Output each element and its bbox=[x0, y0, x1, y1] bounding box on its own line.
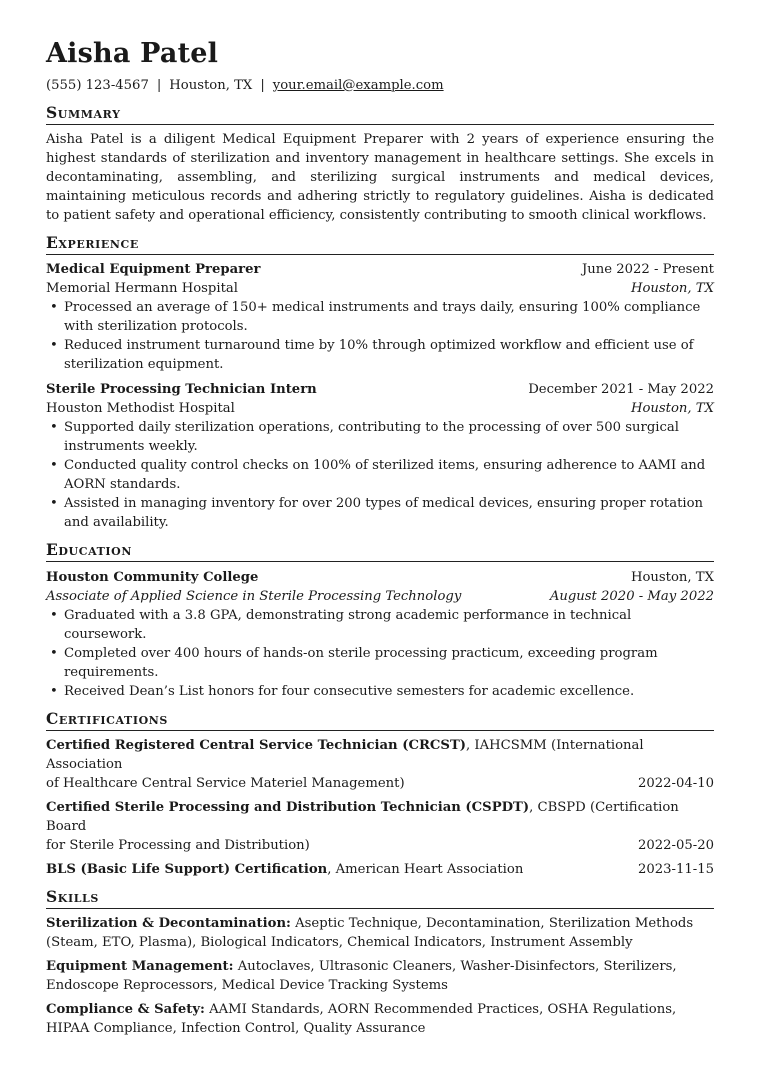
bullet-item: • Supported daily sterilization operations, contributing to the processing of over 500 surgical instruments weekly. bbox=[64, 418, 714, 456]
skill-group bbox=[46, 957, 714, 995]
education-dates: August 2020 - May 2022 bbox=[549, 589, 714, 604]
bullet-item: • Graduated with a 3.8 GPA, demonstrating strong academic performance in technical coursework. bbox=[64, 606, 714, 644]
bullet-item: • Received Dean’s List honors for four consecutive semesters for academic excellence. bbox=[64, 682, 714, 701]
skill-items: Autoclaves, Ultrasonic Cleaners, Washer-Disinfectors, Sterilizers, Endoscope Reprocessors, Medical Device Tracking Systems bbox=[46, 959, 677, 993]
job-title: Sterile Processing Technician Intern bbox=[46, 382, 317, 397]
phone-number: (555) 123-4567 bbox=[46, 78, 149, 93]
section-heading-education: Education bbox=[46, 540, 714, 562]
certification-issuer-cont: for Sterile Processing and Distribution) bbox=[46, 838, 310, 853]
experience-list bbox=[46, 260, 714, 532]
contact-separator: | bbox=[156, 78, 162, 93]
job-location: Houston, TX bbox=[630, 281, 714, 296]
job-bullets bbox=[46, 418, 714, 532]
skill-category: Compliance & Safety: bbox=[46, 1002, 205, 1017]
certification-name: Certified Sterile Processing and Distribution Technician (CSPDT) bbox=[46, 800, 530, 815]
skill-category: Sterilization & Decontamination: bbox=[46, 916, 291, 931]
bullet-item: • Conducted quality control checks on 100% of sterilized items, ensuring adherence to AAMI and AORN standards. bbox=[64, 456, 714, 494]
location: Houston, TX bbox=[169, 78, 253, 93]
candidate-name: Aisha Patel bbox=[46, 38, 219, 69]
education-bullets bbox=[46, 606, 714, 701]
skill-group bbox=[46, 914, 714, 952]
experience-entry bbox=[46, 380, 714, 532]
certification-item bbox=[46, 736, 714, 793]
employer: Houston Methodist Hospital bbox=[46, 401, 235, 416]
contact-line bbox=[46, 77, 714, 95]
certification-item bbox=[46, 860, 714, 879]
skill-items: AAMI Standards, AORN Recommended Practices, OSHA Regulations, HIPAA Compliance, Infection Control, Quality Assurance bbox=[46, 1002, 677, 1036]
school-location: Houston, TX bbox=[630, 570, 714, 585]
degree: Associate of Applied Science in Sterile Processing Technology bbox=[46, 589, 462, 604]
certification-date: 2022-04-10 bbox=[637, 776, 714, 791]
section-heading-summary: Summary bbox=[46, 103, 714, 125]
job-location: Houston, TX bbox=[630, 401, 714, 416]
section-heading-experience: Experience bbox=[46, 233, 714, 255]
certification-issuer: , CBSPD (Certification Board bbox=[46, 800, 679, 834]
resume-page bbox=[46, 38, 714, 1038]
skill-items: Aseptic Technique, Decontamination, Sterilization Methods (Steam, ETO, Plasma), Biological Indicators, Chemical Indicators, Instrument Assembly bbox=[46, 916, 694, 950]
summary-paragraph: Aisha Patel is a diligent Medical Equipment Preparer with 2 years of experience ensuring the highest standards of sterilization and inventory management in healthcare settings. She excels in decontaminating, assembling, and sterilizing surgical instruments and medical devices, maintaining meticulous records and adhering strictly to regulatory guidelines. Aisha is dedicated to patient safety and operational efficiency, consistently contributing to smooth clinical workflows. bbox=[46, 132, 714, 223]
experience-entry bbox=[46, 260, 714, 374]
bullet-item: • Assisted in managing inventory for over 200 types of medical devices, ensuring proper rotation and availability. bbox=[64, 494, 714, 532]
certification-item bbox=[46, 798, 714, 855]
school-name: Houston Community College bbox=[46, 570, 259, 585]
skills-list bbox=[46, 914, 714, 1038]
certification-name: BLS (Basic Life Support) Certification bbox=[46, 862, 328, 877]
contact-separator: | bbox=[260, 78, 265, 93]
education-entry bbox=[46, 568, 714, 701]
section-heading-skills: Skills bbox=[46, 887, 714, 909]
certification-issuer-cont: of Healthcare Central Service Materiel Management) bbox=[46, 776, 405, 791]
certification-name: Certified Registered Central Service Technician (CRCST) bbox=[46, 738, 467, 753]
bullet-item: • Processed an average of 150+ medical instruments and trays daily, ensuring 100% compliance with sterilization protocols. bbox=[64, 298, 714, 336]
job-dates: December 2021 - May 2022 bbox=[528, 382, 714, 397]
certification-issuer: , American Heart Association bbox=[327, 862, 524, 877]
certification-list bbox=[46, 736, 714, 879]
certification-date: 2023-11-15 bbox=[637, 862, 714, 877]
email-link[interactable]: your.email@example.com bbox=[272, 78, 444, 93]
job-title: Medical Equipment Preparer bbox=[46, 262, 261, 277]
bullet-item: • Reduced instrument turnaround time by 10% through optimized workflow and efficient use of sterilization equipment. bbox=[64, 336, 714, 374]
employer: Memorial Hermann Hospital bbox=[46, 281, 238, 296]
bullet-item: • Completed over 400 hours of hands-on sterile processing practicum, exceeding program requirements. bbox=[64, 644, 714, 682]
section-heading-certifications: Certifications bbox=[46, 709, 714, 731]
job-bullets bbox=[46, 298, 714, 374]
certification-date: 2022-05-20 bbox=[637, 838, 714, 853]
skill-category: Equipment Management: bbox=[46, 959, 234, 974]
job-dates: June 2022 - Present bbox=[581, 262, 714, 277]
skill-group bbox=[46, 1000, 714, 1038]
certification-issuer: , IAHCSMM (International Association bbox=[46, 738, 644, 772]
